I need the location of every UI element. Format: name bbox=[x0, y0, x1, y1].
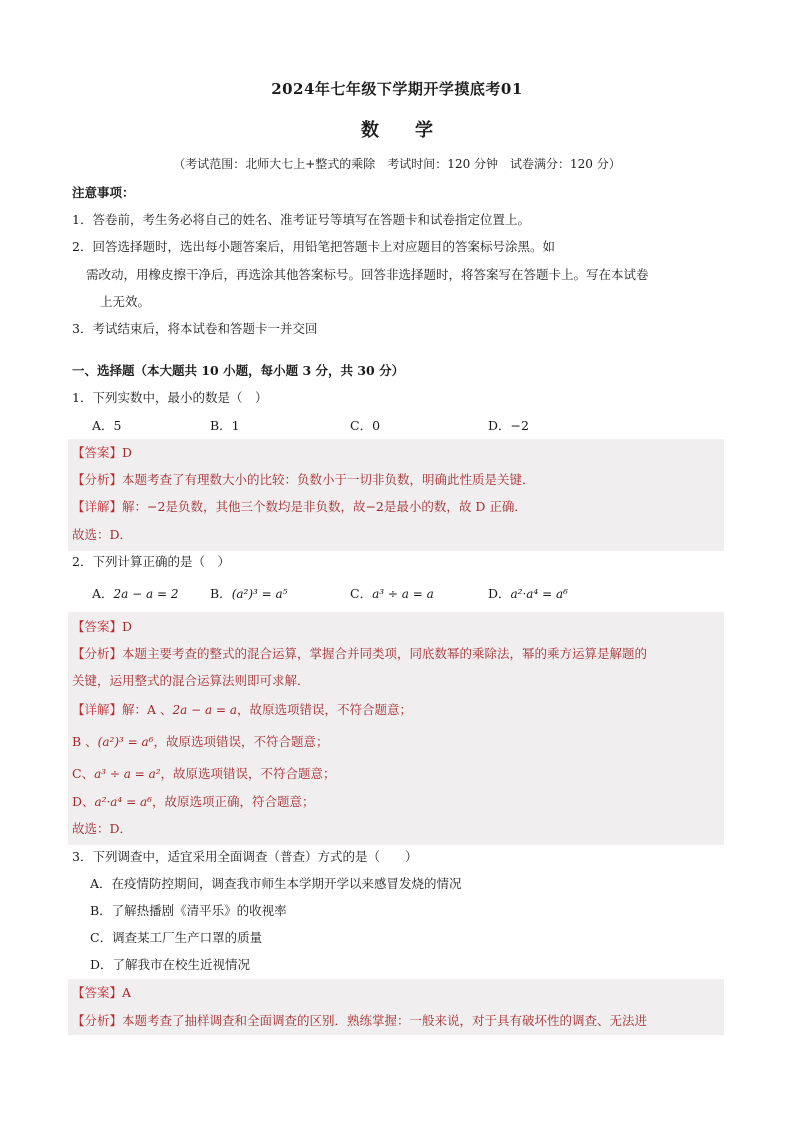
analysis-tag: 【分析】 bbox=[72, 646, 123, 661]
question-1-solution-block bbox=[68, 439, 724, 551]
section-heading: 一、选择题（本大题共 10 小题，每小题 3 分，共 30 分） bbox=[72, 363, 405, 378]
option-a: A．在疫情防控期间，调查我市师生本学期开学以来感冒发烧的情况 bbox=[90, 876, 462, 891]
analysis-text: 本题考查了有理数大小的比较：负数小于一切非负数，明确此性质是关键． bbox=[122, 472, 535, 487]
option-c: C．a³ ÷ a = a bbox=[350, 586, 434, 601]
notice-item: 3．考试结束后，将本试卷和答题卡一并交回 bbox=[72, 321, 318, 336]
analysis-text: 本题主要考查的整式的混合运算，掌握合并同类项，同底数幂的乘除法，幂的乘方运算是解题的 bbox=[122, 646, 648, 661]
subject-heading bbox=[0, 116, 794, 142]
exam-title: 2024年七年级下学期开学摸底考01 bbox=[271, 80, 523, 98]
notice-heading: 注意事项： bbox=[72, 185, 135, 200]
answer-value: D bbox=[122, 445, 133, 460]
q3-answer bbox=[72, 983, 131, 1001]
option-b: B．了解热播剧《清平乐》的收视率 bbox=[90, 903, 287, 918]
answer-tag: 【答案】 bbox=[72, 619, 123, 634]
question-3-stem: 3．下列调查中，适宜采用全面调查（普查）方式的是（ ） bbox=[72, 849, 418, 864]
option-a: A．2a − a = 2 bbox=[92, 586, 179, 601]
q2-detail-b: B 、(a²)³ = a⁶，故原选项错误，不符合题意； bbox=[72, 734, 329, 749]
answer-value: A bbox=[122, 985, 132, 1000]
option-d: D．了解我市在校生近视情况 bbox=[90, 957, 251, 972]
notice-item: 1．答卷前，考生务必将自己的姓名、准考证号等填写在答题卡和试卷指定位置上。 bbox=[72, 212, 530, 227]
notice-item: 上无效。 bbox=[100, 294, 151, 309]
q2-analysis-cont: 关键，运用整式的混合运算法则即可求解． bbox=[72, 673, 310, 688]
answer-tag: 【答案】 bbox=[72, 445, 123, 460]
question-2-options bbox=[92, 584, 568, 602]
detail-tag: 【详解】 bbox=[72, 702, 123, 717]
option-d: D．a²·a⁴ = a⁶ bbox=[488, 586, 568, 601]
q2-detail-c: C、a³ ÷ a = a²，故原选项错误，不符合题意； bbox=[72, 766, 336, 781]
q1-detail bbox=[72, 497, 527, 515]
analysis-tag: 【分析】 bbox=[72, 472, 123, 487]
q1-analysis bbox=[72, 470, 535, 488]
question-1-options bbox=[92, 416, 529, 434]
q2-analysis bbox=[72, 644, 647, 662]
exam-scope: （考试范围：北师大七上+整式的乘除 考试时间：120 分钟 试卷满分：120 分） bbox=[173, 157, 621, 171]
detail-text: 解：−2是负数，其他三个数均是非负数，故−2是最小的数，故 D 正确． bbox=[122, 499, 527, 514]
analysis-tag: 【分析】 bbox=[72, 1013, 123, 1028]
detail-tag: 【详解】 bbox=[72, 499, 123, 514]
option-b: B．(a²)³ = a⁵ bbox=[210, 586, 288, 601]
notice-item: 需改动，用橡皮擦干净后，再选涂其他答案标号。回答非选择题时，将答案写在答题卡上。写在本试卷 bbox=[86, 267, 649, 282]
q2-answer bbox=[72, 617, 132, 635]
answer-tag: 【答案】 bbox=[72, 985, 123, 1000]
question-2-stem: 2．下列计算正确的是（ ） bbox=[72, 554, 230, 569]
option-d: D．−2 bbox=[488, 418, 529, 433]
q2-detail-d: D、a²·a⁴ = a⁶，故原选项正确，符合题意； bbox=[72, 794, 315, 809]
question-1-stem: 1．下列实数中，最小的数是（ ） bbox=[72, 390, 268, 405]
option-c: C．0 bbox=[350, 418, 381, 433]
q2-conclusion: 故选：D． bbox=[72, 821, 133, 836]
option-c: C．调查某工厂生产口罩的质量 bbox=[90, 930, 263, 945]
option-b: B．1 bbox=[210, 418, 240, 433]
q2-detail-a: 【详解】解：A 、2a − a = a，故原选项错误，不符合题意； bbox=[72, 702, 413, 717]
q3-analysis bbox=[72, 1011, 647, 1029]
option-a: A．5 bbox=[92, 418, 122, 433]
answer-value: D bbox=[122, 619, 133, 634]
subject-char-1: 数 bbox=[361, 120, 379, 141]
subject-char-2: 学 bbox=[415, 120, 433, 141]
analysis-text: 本题考查了抽样调查和全面调查的区别．熟练掌握：一般来说，对于具有破坏性的调查、无法进 bbox=[122, 1013, 648, 1028]
q1-answer bbox=[72, 443, 132, 461]
q1-conclusion: 故选：D． bbox=[72, 527, 133, 542]
notice-item: 2．回答选择题时，选出每小题答案后，用铅笔把答题卡上对应题目的答案标号涂黑。如 bbox=[72, 239, 555, 254]
